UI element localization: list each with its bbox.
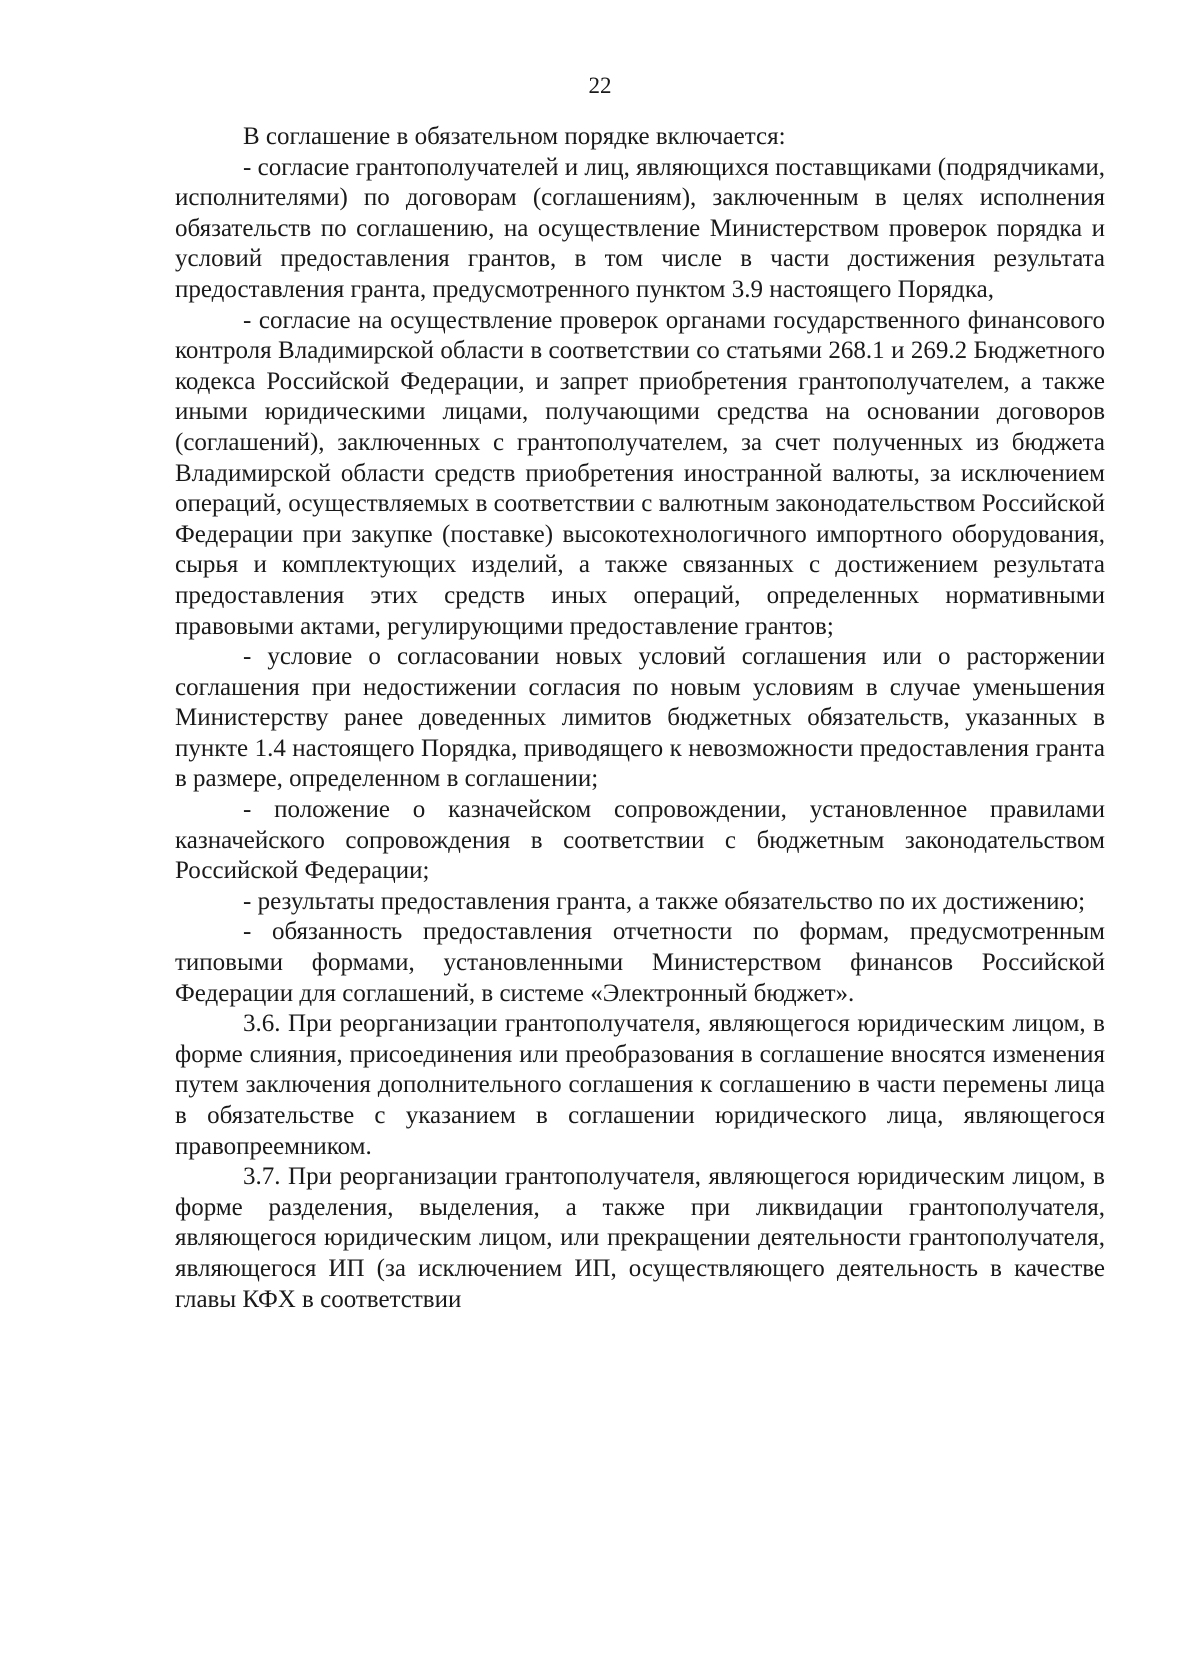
paragraph-new-conditions: - условие о согласовании новых условий соглашения или о расторжении соглашения при недостижении согласия по новым условиям в случае уменьшения Министерству ранее доведенных лимитов бюджетных обязательств, указанных в пункте 1.4 настоящего Порядка, приводящего к невозможности предоставления гранта в размере, определенном в соглашении; xyxy=(175,643,1105,793)
paragraph-section-3-7: 3.7. При реорганизации грантополучателя, являющегося юридическим лицом, в форме разделения, выделения, а также при ликвидации грантополучателя, являющегося юридическим лицом, или прекращении деятельности грантополучателя, являющегося ИП (за исключением ИП, осуществляющего деятельность в качестве главы КФХ в соответствии xyxy=(175,1163,1105,1313)
paragraph-consent-inspections: - согласие грантополучателей и лиц, являющихся поставщиками (подрядчиками, исполнителями) по договорам (соглашениям), заключенным в целях исполнения обязательств по соглашению, на осуществление Министерством проверок порядка и условий предоставления грантов, в том числе в части достижения результата предоставления гранта, предусмотренного пунктом 3.9 настоящего Порядка, xyxy=(175,153,1105,303)
paragraph-reporting: - обязанность предоставления отчетности по формам, предусмотренным типовыми формами, установленными Министерством финансов Российской Федерации для соглашений, в системе «Электронный бюджет». xyxy=(175,918,1105,1007)
document-body xyxy=(175,122,1105,1315)
paragraph-section-3-6: 3.6. При реорганизации грантополучателя, являющегося юридическим лицом, в форме слияния, присоединения или преобразования в соглашение вносятся изменения путем заключения дополнительного соглашения к соглашению в части перемены лица в обязательстве с указанием в соглашении юридического лица, являющегося правопреемником. xyxy=(175,1010,1105,1160)
paragraph-treasury-support: - положение о казначейском сопровождении, установленное правилами казначейского сопровождения в соответствии с бюджетным законодательством Российской Федерации; xyxy=(175,796,1105,885)
page-number: 22 xyxy=(588,73,612,98)
paragraph-consent-financial-control: - согласие на осуществление проверок органами государственного финансового контроля Владимирской области в соответствии со статьями 268.1 и 269.2 Бюджетного кодекса Российской Федерации, и запрет приобретения грантополучателем, а также иными юридическими лицами, получающими средства на основании договоров (соглашений), заключенных с грантополучателем, за счет полученных из бюджета Владимирской области средств приобретения иностранной валюты, за исключением операций, осуществляемых в соответствии с валютным законодательством Российской Федерации при закупке (поставке) высокотехнологичного импортного оборудования, сырья и комплектующих изделий, а также связанных с достижением результата предоставления этих средств иных операций, определенных нормативными правовыми актами, регулирующими предоставление грантов; xyxy=(175,306,1105,640)
paragraph-intro: В соглашение в обязательном порядке включается: xyxy=(243,123,786,150)
paragraph-results: - результаты предоставления гранта, а также обязательство по их достижению; xyxy=(243,887,1086,915)
